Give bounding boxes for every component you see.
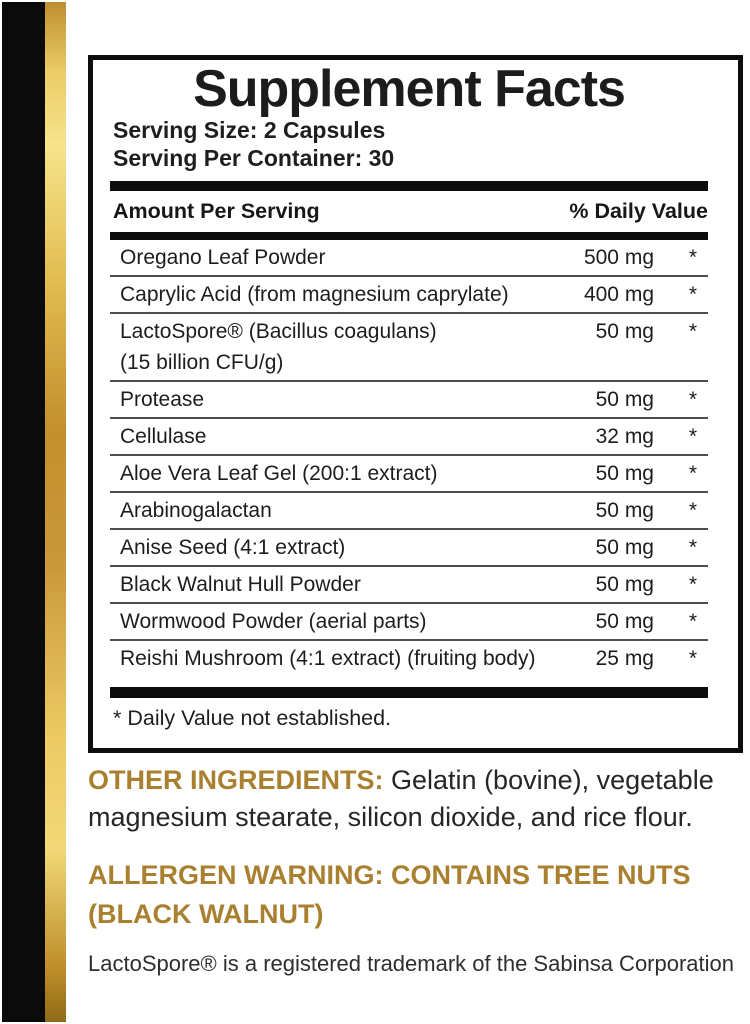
servings-per-container: Serving Per Container: 30 [113,145,395,171]
ingredient-name [110,421,564,452]
ingredient-name-line1: Cellulase [120,425,207,448]
serving-size: Serving Size: 2 Capsules [113,117,386,143]
ingredient-name [110,458,564,489]
ingredient-name-line2: (15 billion CFU/g) [120,351,284,374]
ingredient-name-line1: Oregano Leaf Powder [120,246,326,269]
ingredient-row [110,277,708,314]
ingredient-name [110,495,564,526]
left-gold-stripe [45,2,66,1022]
ingredient-amount: 50 mg [595,573,654,596]
ingredient-daily-value: * [688,462,698,485]
trademark-note: LactoSpore® is a registered trademark of the Sabinsa Corporation [88,951,735,976]
ingredient-row [110,314,708,382]
ingredient-name-line1: Aloe Vera Leaf Gel (200:1 extract) [120,462,438,485]
table-header [110,191,708,232]
ingredient-row [110,419,708,456]
ingredient-row [110,493,708,530]
ingredient-row [110,567,708,604]
ingredient-daily-value: * [688,573,698,596]
ingredient-daily-value: * [688,610,698,633]
ingredient-row [110,641,708,676]
daily-value-header: % Daily Value [569,199,708,223]
ingredient-table [110,240,708,676]
ingredient-daily-value: * [688,283,698,306]
daily-value-footnote: * Daily Value not established. [113,706,392,730]
ingredient-amount: 50 mg [595,536,654,559]
other-ingredients [88,762,750,836]
ingredient-name-line1: Black Walnut Hull Powder [120,573,361,596]
ingredient-daily-value: * [688,425,698,448]
ingredient-daily-value: * [688,388,698,411]
ingredient-name [110,569,564,600]
ingredient-daily-value: * [688,499,698,522]
ingredient-name [110,643,564,674]
ingredient-row [110,530,708,567]
ingredient-amount: 50 mg [595,610,654,633]
ingredient-amount: 400 mg [583,283,654,306]
ingredient-amount: 50 mg [595,388,654,411]
panel-title: Supplement Facts [193,60,625,118]
ingredient-name [110,606,564,637]
ingredient-amount: 32 mg [595,425,654,448]
ingredient-name-line1: Reishi Mushroom (4:1 extract) (fruiting body) [120,647,536,670]
thick-divider-bottom [110,687,708,698]
ingredient-daily-value: * [688,246,698,269]
amount-per-serving-header: Amount Per Serving [113,199,320,223]
ingredient-name-line1: Caprylic Acid (from magnesium caprylate) [120,283,509,306]
ingredient-name-line1: Protease [120,388,205,411]
ingredient-name [110,279,564,310]
other-ingredients-heading: OTHER INGREDIENTS: [88,765,384,795]
thick-divider-header [110,232,708,240]
allergen-warning: ALLERGEN WARNING: CONTAINS TREE NUTS (BLACK WALNUT) [88,860,691,929]
ingredient-row [110,456,708,493]
ingredient-name-line1: LactoSpore® (Bacillus coagulans) [120,320,437,343]
ingredient-amount: 25 mg [595,647,654,670]
left-black-bar [2,2,45,1022]
thick-divider-top [110,181,708,191]
ingredient-amount: 500 mg [583,246,654,269]
ingredient-amount: 50 mg [595,499,654,522]
ingredient-daily-value: * [688,320,698,343]
ingredient-name [110,532,564,563]
ingredient-row [110,240,708,277]
ingredient-row [110,382,708,419]
other-ingredients-text: Gelatin (bovine), vegetable magnesium stearate, silicon dioxide, and rice flour. [88,765,714,832]
ingredient-name-line1: Anise Seed (4:1 extract) [120,536,346,559]
ingredient-amount: 50 mg [595,462,654,485]
ingredient-name [110,242,564,273]
ingredient-name-line1: Wormwood Powder (aerial parts) [120,610,427,633]
ingredient-row [110,604,708,641]
ingredient-daily-value: * [688,647,698,670]
supplement-facts-panel [88,55,743,753]
ingredient-amount: 50 mg [595,320,654,343]
ingredient-name [110,384,564,415]
ingredient-name-line1: Arabinogalactan [120,499,272,522]
ingredient-name [110,316,564,378]
ingredient-daily-value: * [688,536,698,559]
